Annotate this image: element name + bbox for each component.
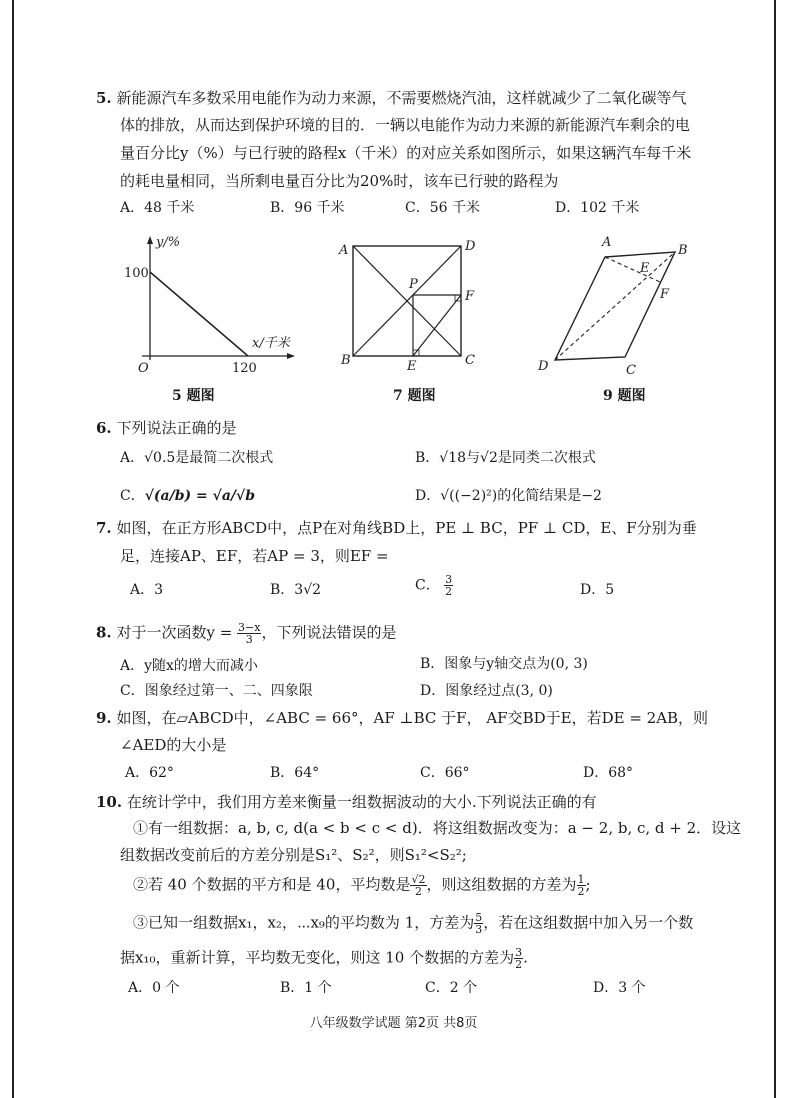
q6-option-c-expr: √(a/b) = √a/√b [144,488,255,504]
q5-line4: 的耗电量相同，当所剩电量百分比为20%时，该车已行驶的路程为 [120,172,559,190]
fig5-xtick: 120 [232,361,257,376]
q8-fraction: $\frac{3-x}{3}$ [238,621,261,646]
q6-stem [96,418,236,438]
q7-option-c-label: C． [415,577,440,594]
fig5-line [150,272,248,356]
fig7-label-e: E [407,359,417,373]
q7-text-1: 如图，在正方形ABCD中，点P在对角线BD上，PE ⊥ BC，PF ⊥ CD，E、F分别为垂 [116,519,697,537]
q10-option-a: A．0 个 [128,980,180,996]
q5-option-a: A．48 千米 [120,200,195,216]
q8-number: 8. [96,623,112,642]
fig7-label-c: C [465,353,475,368]
fig7-label-b: B [341,353,351,368]
q5-option-c: C．56 千米 [405,200,480,216]
q7-option-c [415,574,453,597]
fig9-label-c: C [626,363,636,377]
q10-statement-2: ②若 40 个数据的平方和是 40，平均数是 $\frac{√2}{2}$ ，则这组数据的方差为 $\frac{1}{2}$ ; [133,873,591,898]
q7-line2: 足，连接AP、EF，若AP = 3，则EF = [120,547,389,565]
q7-option-a: A．3 [130,582,164,598]
q8-stem [96,622,396,645]
q7-option-b: B．3√2 [270,582,322,598]
q7-number: 7. [96,519,112,537]
q5-line2: 体的排放，从而达到保护环境的目的．一辆以电能作为动力来源的新能源汽车剩余的电 [120,116,691,134]
q10-statement-1a: ①有一组数据：a, b, c, d(a < b < c < d)．将这组数据改变为：a − 2, b, c, d + 2．设这 [133,819,742,837]
figure-5 [120,232,300,381]
fig9-caption: 9 题图 [603,388,646,404]
q9-number: 9. [96,709,112,727]
q6-option-b: B．√18与√2是同类二次根式 [415,450,596,466]
q6-option-d: D．√((−2)²)的化简结果是−2 [415,488,602,504]
q7-line1 [96,518,697,538]
q10-option-d: D．3 个 [593,980,646,996]
fig9-label-b: B [678,243,688,258]
q9-text-1: 如图，在▱ABCD中，∠ABC = 66°，AF ⊥BC 于F， AF交BD于E，若DE = 2AB，则 [116,709,709,727]
fig9-label-a: A [602,235,612,250]
fig7-caption: 7 题图 [393,388,436,404]
q10-stem [96,792,597,812]
q8-stem-a: 对于一次函数y = [116,623,238,642]
q9-option-d: D．68° [583,765,634,781]
figure-7 [335,238,485,377]
page-edge-left [12,0,14,1098]
q5-option-b: B．96 千米 [270,200,345,216]
fig9-label-e: E [640,261,650,276]
q6-option-a: A．√0.5是最简二次根式 [120,450,274,466]
q8-option-b: B．图象与y轴交点为(0, 3) [420,656,588,672]
q5-line1 [96,88,686,108]
q5-number: 5. [96,89,112,107]
q9-line2: ∠AED的大小是 [120,736,227,754]
q10-statement-3a: ③已知一组数据x₁，x₂，⋯x₉的平均数为 1，方差为 $\frac{5}{3}$ ，若在这组数据中加入另一个数 [133,911,694,936]
fig5-xlabel: x/千米 [252,336,290,351]
q5-text-1: 新能源汽车多数采用电能作为动力来源，不需要燃烧汽油，这样就减少了二氧化碳等气 [116,89,687,107]
q8-option-a: A．y随x的增大而减小 [120,658,258,674]
q6-stem-text: 下列说法正确的是 [116,419,237,437]
q9-option-b: B．64° [270,765,320,781]
q7-option-d: D．5 [580,582,615,598]
q8-stem-b: ，下列说法错误的是 [261,623,397,642]
q5-line3: 量百分比y（%）与已行驶的路程x（千米）的对应关系如图所示，如果这辆汽车每千米 [120,144,692,162]
q8-option-d: D．图象经过点(3, 0) [420,683,553,699]
fig5-origin: O [138,361,149,376]
fig5-caption: 5 题图 [172,388,215,404]
figure-9 [530,232,700,381]
fig7-label-a: A [339,243,349,258]
fig7-label-f: F [465,289,475,304]
fig7-label-p: P [409,277,418,292]
q5-option-d: D．102 千米 [555,200,640,216]
fig5-ytick: 100 [124,266,149,281]
q10-option-c: C．2 个 [425,980,478,996]
q6-option-c-label: C． [120,488,145,504]
q9-line1 [96,708,708,728]
fig9-label-f: F [660,287,670,302]
fig9-label-d: D [538,359,549,374]
q10-statement-3b: 据x₁₀，重新计算，平均数无变化，则这 10 个数据的方差为 $\frac{3}{2}$ . [120,946,528,971]
q6-number: 6. [96,419,112,437]
fig7-label-d: D [465,239,476,254]
q10-stem-text: 在统计学中，我们用方差来衡量一组数据波动的大小.下列说法正确的有 [126,793,597,811]
q8-option-c: C．图象经过第一、二、四象限 [120,683,313,699]
q9-option-a: A．62° [125,765,174,781]
q10-statement-1b: 组数据改变前后的方差分别是S₁²、S₂²，则S₁²<S₂²; [120,846,467,864]
q10-option-b: B．1 个 [280,980,332,996]
q10-number: 10. [96,793,123,811]
q9-option-c: C．66° [420,765,470,781]
page-edge-right [774,0,776,1098]
fig5-ylabel: y/% [156,235,181,250]
page-footer: 八年级数学试题 第2页 共8页 [309,1016,478,1031]
q6-option-c [120,486,255,506]
q7-option-c-fraction: $\frac{3}{2}$ [445,573,453,598]
